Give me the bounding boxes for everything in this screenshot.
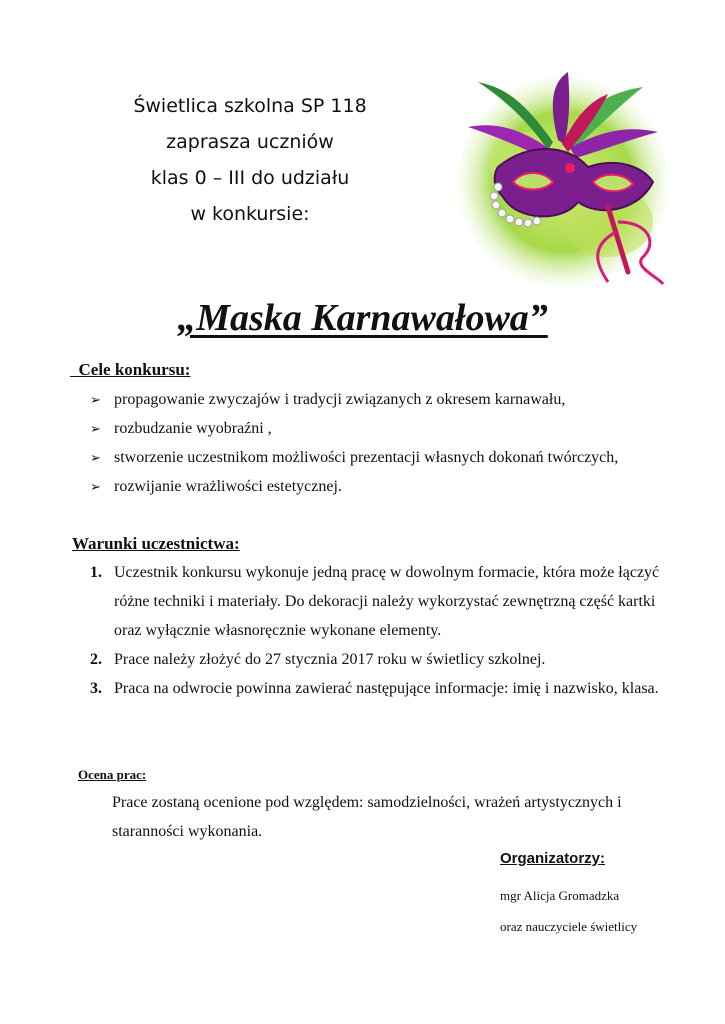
organizer-staff: oraz nauczyciele świetlicy bbox=[500, 919, 638, 934]
evaluation-heading: Ocena prac: bbox=[78, 767, 147, 782]
intro-line-invites: zaprasza uczniów bbox=[166, 131, 334, 153]
list-item: ➢ stworzenie uczestnikom możliwości prezentacji własnych dokonań twórczych, bbox=[90, 448, 619, 466]
arrow-bullet-icon: ➢ bbox=[90, 478, 101, 494]
list-item: ➢ rozbudzanie wyobraźni , bbox=[90, 419, 272, 437]
invitation-intro bbox=[100, 88, 400, 232]
conditions-heading: Warunki uczestnictwa: bbox=[72, 534, 240, 553]
goals-heading: Cele konkursu: bbox=[70, 360, 191, 379]
goals-list bbox=[90, 385, 618, 501]
organizers-heading: Organizatorzy: bbox=[500, 850, 606, 867]
intro-line-contest: w konkursie: bbox=[190, 203, 310, 225]
list-item: ➢ propagowanie zwyczajów i tradycji związanych z okresem karnawału, bbox=[90, 390, 566, 408]
arrow-bullet-icon: ➢ bbox=[90, 449, 101, 465]
contest-title: „Maska Karnawałowa” bbox=[177, 297, 548, 339]
list-item: 2. Prace należy złożyć do 27 stycznia 2017 roku w świetlicy szkolnej. bbox=[90, 651, 546, 668]
list-item: ➢ rozwijanie wrażliwości estetycznej. bbox=[90, 477, 342, 495]
conditions-list bbox=[90, 558, 670, 703]
intro-line-classes: klas 0 – III do udziału bbox=[150, 167, 350, 189]
evaluation-text: Prace zostaną ocenione pod względem: samodzielności, wrażeń artystycznych i staranności wykonania. bbox=[112, 794, 622, 840]
arrow-bullet-icon: ➢ bbox=[90, 420, 101, 436]
intro-line-school: Świetlica szkolna SP 118 bbox=[133, 95, 367, 117]
list-item: 3. Praca na odwrocie powinna zawierać następujące informacje: imię i nazwisko, klasa. bbox=[90, 680, 659, 697]
arrow-bullet-icon: ➢ bbox=[90, 391, 101, 407]
organizer-name: mgr Alicja Gromadzka bbox=[500, 888, 620, 903]
list-item: 1. Uczestnik konkursu wykonuje jedną pracę w dowolnym formacie, która może łączyć różne techniki i materiały. Do dekoracji należy wykorzystać zewnętrzną część kartki oraz wyłącznie własnoręcznie wykonane elementy. bbox=[90, 564, 660, 639]
carnival-mask-illustration bbox=[458, 72, 668, 287]
